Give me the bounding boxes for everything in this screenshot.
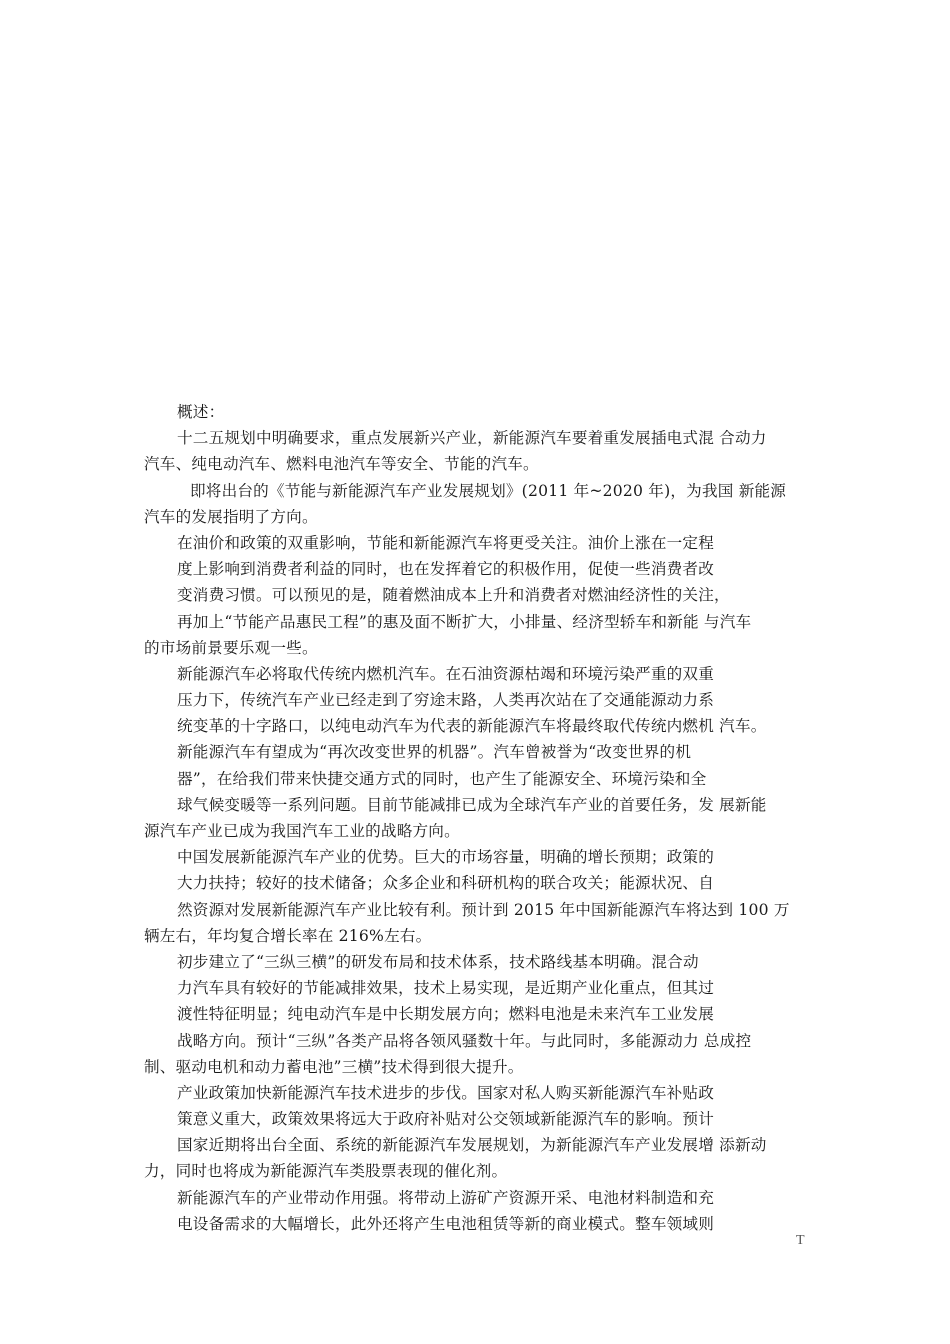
text-line: 力汽车具有较好的节能减排效果，技术上易实现，是近期产业化重点，但其过	[177, 979, 714, 998]
text-line: 电设备需求的大幅增长，此外还将产生电池租赁等新的商业模式。整车领域则	[177, 1214, 714, 1233]
text-line: 国家近期将出台全面、系统的新能源汽车发展规划，为新能源汽车产业发展增 添新动	[177, 1136, 767, 1155]
text-line: 新能源汽车的产业带动作用强。将带动上游矿产资源开采、电池材料制造和充	[177, 1188, 714, 1207]
text-line: 初步建立了“三纵三横”的研发布局和技术体系，技术路线基本明确。混合动	[177, 952, 699, 971]
text-line: 策意义重大，政策效果将远大于政府补贴对公交领域新能源汽车的影响。预计	[177, 1110, 714, 1129]
text-line: 然资源对发展新能源汽车产业比较有利。预计到 2015 年中国新能源汽车将达到 100 万	[177, 900, 790, 919]
text-line: 概述：	[177, 403, 225, 421]
text-line: 器”，在给我们带来快捷交通方式的同时，也产生了能源安全、环境污染和全	[177, 769, 707, 788]
text-line: 新能源汽车必将取代传统内燃机汽车。在石油资源枯竭和环境污染严重的双重	[177, 664, 714, 683]
text-line: 汽车、纯电动汽车、燃料电池汽车等安全、节能的汽车。	[144, 455, 539, 474]
text-line: 渡性特征明显；纯电动汽车是中长期发展方向；燃料电池是未来汽车工业发展	[177, 1005, 714, 1024]
text-line: 力，同时也将成为新能源汽车类股票表现的催化剂。	[144, 1162, 508, 1181]
text-line: 辆左右，年均复合增长率在 216%左右。	[144, 926, 432, 945]
text-line: 压力下，传统汽车产业已经走到了穷途末路，人类再次站在了交通能源动力系	[177, 691, 714, 710]
text-line: 战略方向。预计“三纵”各类产品将各领风骚数十年。与此同时，多能源动力 总成控	[177, 1031, 752, 1050]
text-line: 源汽车产业已成为我国汽车工业的战略方向。	[144, 822, 460, 840]
text-line: 中国发展新能源汽车产业的优势。巨大的市场容量，明确的增长预期；政策的	[177, 848, 714, 867]
document-body	[144, 399, 812, 1237]
text-line: 球气候变暖等一系列问题。目前节能减排已成为全球汽车产业的首要任务，发 展新能	[177, 795, 767, 814]
text-line: 的市场前景要乐观一些。	[144, 638, 318, 657]
text-line: 大力扶持；较好的技术储备；众多企业和科研机构的联合攻关；能源状况、自	[177, 874, 714, 893]
text-line: 产业政策加快新能源汽车技术进步的步伐。国家对私人购买新能源汽车补贴政	[177, 1083, 714, 1102]
text-line: 十二五规划中明确要求，重点发展新兴产业，新能源汽车要着重发展插电式混 合动力	[177, 429, 767, 448]
text-line: 制、驱动电机和动力蓄电池”三横”技术得到很大提升。	[144, 1057, 524, 1076]
text-line: 变消费习惯。可以预见的是，随着燃油成本上升和消费者对燃油经济性的关注，	[177, 586, 730, 605]
text-line: 统变革的十字路口，以纯电动汽车为代表的新能源汽车将最终取代传统内燃机 汽车。	[177, 717, 767, 736]
text-line: 在油价和政策的双重影响，节能和新能源汽车将更受关注。油价上涨在一定程	[177, 533, 714, 552]
text-line: 度上影响到消费者利益的同时，也在发挥着它的积极作用，促使一些消费者改	[177, 560, 714, 579]
text-line: 新能源汽车有望成为“再次改变世界的机器”。汽车曾被誉为“改变世界的机	[177, 743, 692, 762]
text-line: 再加上“节能产品惠民工程”的惠及面不断扩大，小排量、经济型轿车和新能 与汽车	[177, 612, 752, 631]
page-number: T	[796, 1233, 805, 1248]
text-line: 汽车的发展指明了方向。	[144, 507, 318, 526]
text-line: 即将出台的《节能与新能源汽车产业发展规划》(2011 年~2020 年)，为我国 新能源	[190, 481, 787, 500]
